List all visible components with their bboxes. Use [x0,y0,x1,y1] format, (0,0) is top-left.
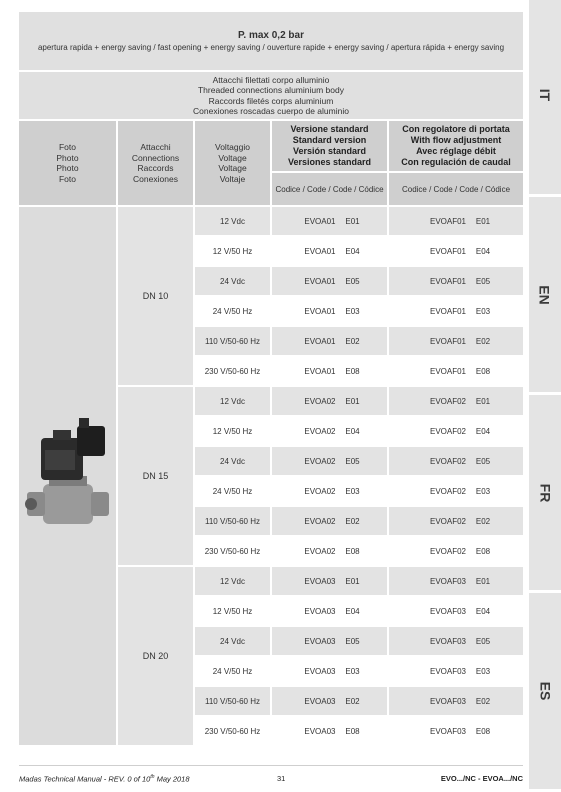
regulator-code-cell [388,566,523,596]
standard-code-cell [271,356,388,386]
standard-code: EVOA01 [304,336,336,346]
voltage-suffix: E08 [475,726,491,736]
regulator-code-cell [388,716,523,746]
voltage-suffix: E05 [345,276,360,286]
voltage-suffix: E03 [345,306,360,316]
flow-regulator-header: Con regolatore di portata With flow adjustment Avec réglage débit Con regulación de caudal [388,121,523,172]
voltage-cell: 12 Vdc [194,386,271,416]
voltage-suffix: E04 [475,246,491,256]
regulator-code-cell [388,326,523,356]
voltage-header: Voltaggio Voltage Voltage Voltaje [194,121,271,206]
standard-code: EVOA03 [304,726,336,736]
voltage-cell: 12 V/50 Hz [194,236,271,266]
regulator-code-cell [388,596,523,626]
regulator-code-cell [388,476,523,506]
language-tab-en: EN [536,284,553,305]
solenoid-valve-photo [23,416,113,536]
voltage-cell: 230 V/50-60 Hz [194,356,271,386]
voltage-cell: 12 Vdc [194,566,271,596]
product-sheet [19,12,523,747]
voltage-cell: 230 V/50-60 Hz [194,536,271,566]
regulator-code: EVOAF01 [429,246,466,256]
page-number: 31 [277,774,286,783]
voltage-suffix: E02 [345,336,360,346]
standard-code: EVOA01 [304,216,336,226]
voltage-cell: 12 Vdc [194,206,271,236]
voltage-suffix: E05 [475,636,491,646]
standard-code-cell [271,536,388,566]
language-sidebar [529,0,561,789]
regulator-code-cell [388,206,523,236]
standard-code: EVOA01 [304,246,336,256]
voltage-suffix: E01 [345,576,360,586]
voltage-cell: 24 Vdc [194,266,271,296]
voltage-suffix: E08 [345,726,360,736]
standard-code-cell [271,686,388,716]
voltage-suffix: E05 [345,636,360,646]
voltage-suffix: E08 [475,366,491,376]
voltage-cell: 24 V/50 Hz [194,476,271,506]
connections-header: Attacchi Connections Raccords Conexiones [117,121,194,206]
regulator-code: EVOAF03 [429,696,466,706]
regulator-code: EVOAF01 [429,306,466,316]
voltage-suffix: E01 [345,396,360,406]
regulator-code-cell [388,446,523,476]
voltage-suffix: E01 [475,576,491,586]
manual-revision: Madas Technical Manual - REV. 0 of 10th May 2018 [19,774,190,784]
voltage-suffix: E02 [475,516,491,526]
voltage-suffix: E04 [345,606,360,616]
standard-code-cell [271,476,388,506]
voltage-suffix: E03 [345,486,360,496]
voltage-suffix: E05 [475,456,491,466]
voltage-cell: 24 V/50 Hz [194,656,271,686]
voltage-suffix: E03 [475,666,491,676]
voltage-suffix: E01 [475,216,491,226]
foto-header: Foto Photo Photo Foto [19,121,117,206]
regulator-code-cell [388,656,523,686]
standard-code-cell [271,236,388,266]
standard-code: EVOA01 [304,276,336,286]
standard-code-cell [271,266,388,296]
voltage-suffix: E05 [475,276,491,286]
regulator-code: EVOAF02 [429,396,466,406]
voltage-cell: 110 V/50-60 Hz [194,506,271,536]
pressure-band [19,12,523,70]
product-series: EVO.../NC - EVOA.../NC [440,774,523,783]
regulator-code: EVOAF02 [429,486,466,496]
voltage-suffix: E02 [475,336,491,346]
voltage-suffix: E01 [475,396,491,406]
regulator-code: EVOAF03 [429,606,466,616]
standard-code-cell [271,386,388,416]
voltage-suffix: E02 [345,696,360,706]
regulator-code: EVOAF03 [429,636,466,646]
page-footer [19,765,523,792]
standard-code: EVOA01 [304,366,336,376]
standard-code: EVOA03 [304,666,336,676]
language-tab-fr: FR [536,483,553,502]
voltage-suffix: E04 [475,606,491,616]
voltage-cell: 230 V/50-60 Hz [194,716,271,746]
standard-code-cell [271,446,388,476]
voltage-suffix: E04 [345,246,360,256]
max-pressure: P. max 0,2 bar [238,30,304,41]
voltage-cell: 110 V/50-60 Hz [194,686,271,716]
voltage-cell: 24 Vdc [194,446,271,476]
voltage-cell: 24 V/50 Hz [194,296,271,326]
voltage-cell: 12 V/50 Hz [194,416,271,446]
feature-description: apertura rapida + energy saving / fast opening + energy saving / ouverture rapide + energy saving / apertura rápida + energy saving [37,43,505,52]
voltage-suffix: E02 [345,516,360,526]
regulator-code-cell [388,236,523,266]
standard-code: EVOA02 [304,426,336,436]
language-tab-es: ES [537,681,553,700]
connection-size: DN 15 [117,386,194,566]
voltage-cell: 24 Vdc [194,626,271,656]
standard-code: EVOA02 [304,516,336,526]
voltage-suffix: E01 [345,216,360,226]
code-table [19,121,523,747]
standard-code-cell [271,296,388,326]
regulator-code-cell [388,686,523,716]
standard-code: EVOA03 [304,576,336,586]
voltage-suffix: E05 [345,456,360,466]
voltage-suffix: E08 [345,366,360,376]
voltage-cell: 12 V/50 Hz [194,596,271,626]
voltage-suffix: E04 [345,426,360,436]
connection-size: DN 10 [117,206,194,386]
standard-code-cell [271,326,388,356]
regulator-code: EVOAF01 [429,216,466,226]
standard-code: EVOA03 [304,606,336,616]
regulator-code: EVOAF03 [429,666,466,676]
regulator-code-cell [388,536,523,566]
voltage-suffix: E02 [475,696,491,706]
voltage-suffix: E08 [475,546,491,556]
voltage-suffix: E08 [345,546,360,556]
standard-code: EVOA03 [304,696,336,706]
standard-code-cell [271,626,388,656]
standard-code-cell [271,416,388,446]
standard-code: EVOA02 [304,396,336,406]
connections-band: Attacchi filettati corpo alluminio Threaded connections aluminium body Raccords filetés corps aluminium Conexiones roscadas cuerpo de aluminio [19,72,523,119]
standard-code: EVOA03 [304,636,336,646]
regulator-code-cell [388,266,523,296]
standard-code: EVOA01 [304,306,336,316]
regulator-code: EVOAF03 [429,576,466,586]
standard-code: EVOA02 [304,546,336,556]
regulator-code: EVOAF02 [429,516,466,526]
standard-code: EVOA02 [304,486,336,496]
language-tab-it: IT [536,88,553,102]
regulator-code-cell [388,506,523,536]
regulator-code-cell [388,626,523,656]
regulator-code-cell [388,416,523,446]
voltage-suffix: E03 [475,486,491,496]
voltage-suffix: E03 [475,306,491,316]
regulator-code: EVOAF02 [429,456,466,466]
regulator-code: EVOAF01 [429,336,466,346]
regulator-code-label: Codice / Code / Code / Códice [388,172,523,206]
standard-code-cell [271,506,388,536]
voltage-cell: 110 V/50-60 Hz [194,326,271,356]
voltage-suffix: E04 [475,426,491,436]
regulator-code: EVOAF02 [429,546,466,556]
standard-version-header: Versione standard Standard version Versión standard Versiones standard [271,121,388,172]
regulator-code: EVOAF01 [429,366,466,376]
regulator-code-cell [388,356,523,386]
table-row [19,206,523,236]
standard-code-cell [271,206,388,236]
regulator-code: EVOAF01 [429,276,466,286]
product-photo [19,206,117,746]
regulator-code-cell [388,296,523,326]
regulator-code: EVOAF03 [429,726,466,736]
standard-code-cell [271,656,388,686]
standard-code-cell [271,716,388,746]
regulator-code-cell [388,386,523,416]
regulator-code: EVOAF02 [429,426,466,436]
standard-code-cell [271,596,388,626]
connection-size: DN 20 [117,566,194,746]
standard-code: EVOA02 [304,456,336,466]
voltage-suffix: E03 [345,666,360,676]
standard-code-label: Codice / Code / Code / Códice [271,172,388,206]
standard-code-cell [271,566,388,596]
